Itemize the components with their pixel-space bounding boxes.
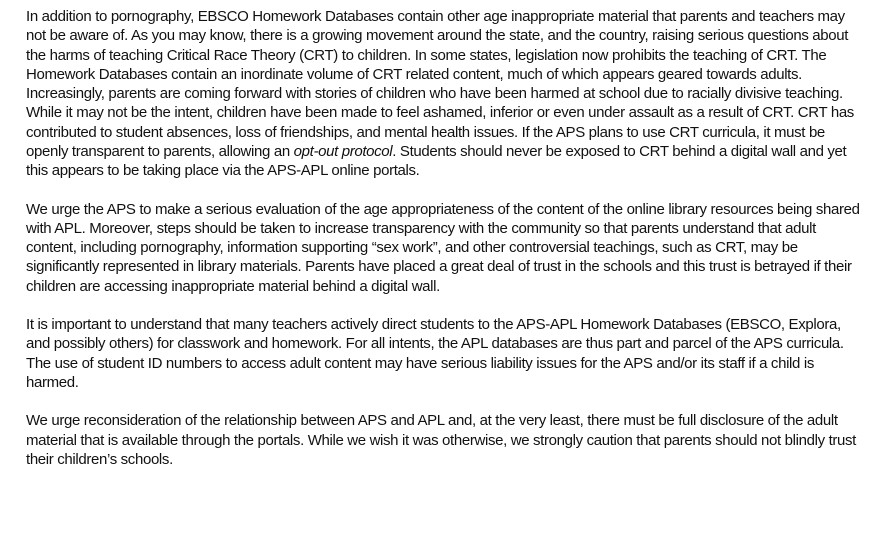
opt-out-protocol-emphasis: opt-out protocol (293, 142, 393, 160)
paragraph-teachers-direct-students: It is important to understand that many teachers actively direct students to the APS-APL Homework Databases (EBSCO, Explora, and possibly others) for classwork and homework. For all intents, the APL databases are thus part and parcel of the APS curricula. The use of student ID numbers to access adult content may have serious liability issues for the APS and/or its staff if a child is harmed. (26, 316, 844, 391)
paragraph-crt-content (26, 7, 861, 180)
document-body (26, 7, 861, 469)
paragraph-1-text-end: . Students should never be exposed to CRT behind a digital wall and yet this appears to be taking place via the APS-APL online portals. (26, 142, 847, 179)
paragraph-urge-evaluation: We urge the APS to make a serious evaluation of the age appropriateness of the content of the online library resources being shared with APL. Moreover, steps should be taken to increase transparency with the community so that parents understand that adult content, including pornography, information supporting “sex work”, and other controversial teachings, such as CRT, may be significantly represented in library materials. Parents have placed a great deal of trust in the schools and this trust is betrayed if their children are accessing inappropriate material behind a digital wall. (26, 200, 860, 295)
paragraph-urge-reconsideration: We urge reconsideration of the relationship between APS and APL and, at the very least, there must be full disclosure of the adult material that is available through the portals. While we wish it was otherwise, we strongly caution that parents should not blindly trust their children’s schools. (26, 412, 856, 468)
paragraph-1-text: In addition to pornography, EBSCO Homework Databases contain other age inappropriate material that parents and teachers may not be aware of. As you may know, there is a growing movement around the state, and the country, raising serious questions about the harms of teaching Critical Race Theory (CRT) to children. In some states, legislation now prohibits the teaching of CRT. The Homework Databases contain an inordinate volume of CRT related content, much of which appears geared towards adults. Increasingly, parents are coming forward with stories of children who have been harmed at school due to racially divisive teaching. While it may not be the intent, children have been made to feel ashamed, inferior or even under assault as a result of CRT. CRT has contributed to student absences, loss of friendships, and mental health issues. If the APS plans to use CRT curricula, it must be openly transparent to parents, allowing an (26, 8, 854, 160)
